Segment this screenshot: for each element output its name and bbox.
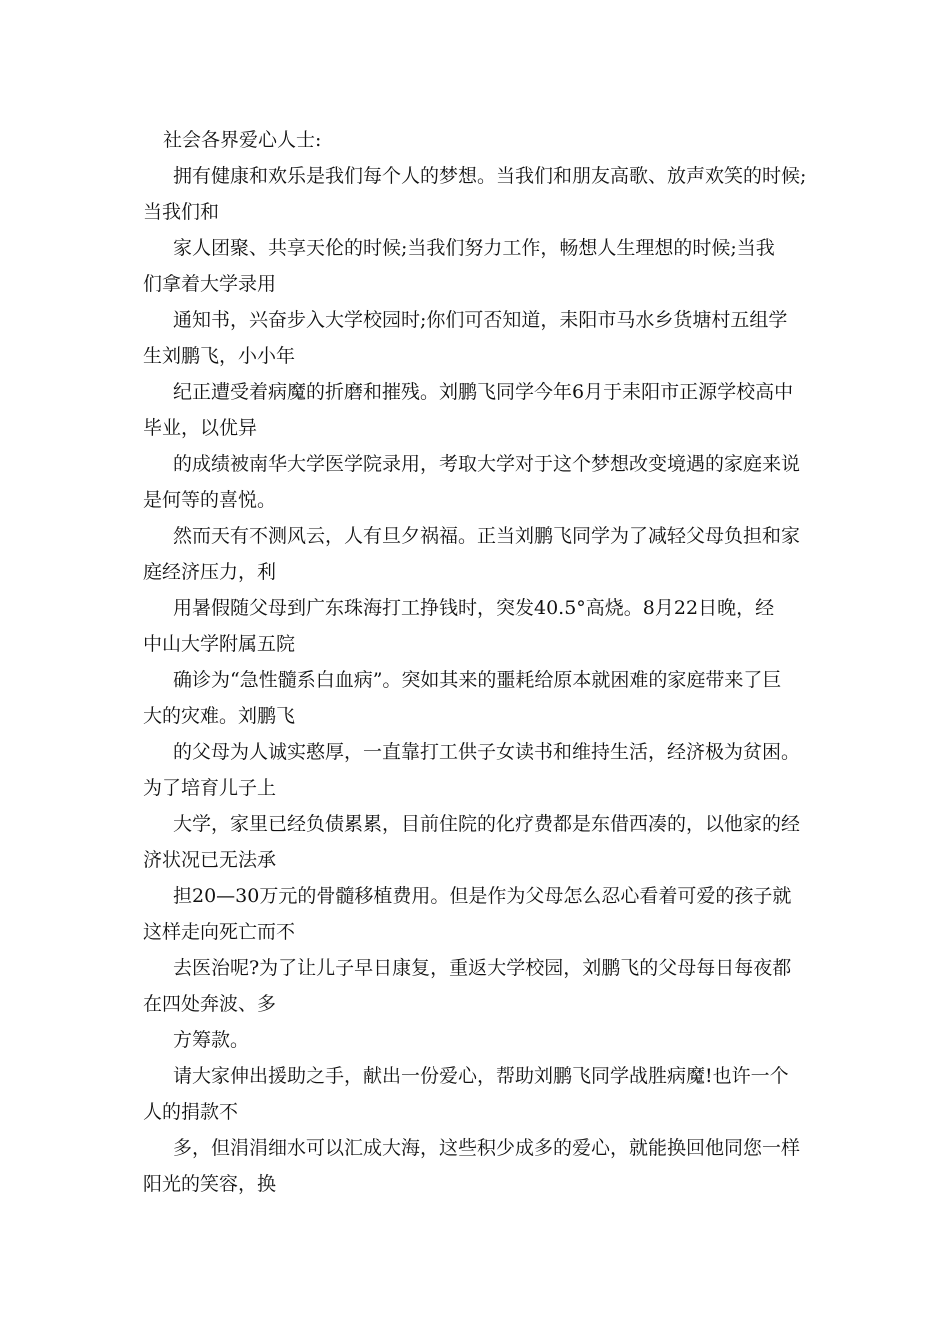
paragraph-line: 确诊为“急性髓系白血病”。突如其来的噩耗给原本就困难的家庭带来了巨: [173, 669, 782, 691]
paragraph-line: 是何等的喜悦。: [143, 489, 277, 511]
paragraph-line: 生刘鹏飞，小小年: [143, 345, 296, 367]
paragraph-line: 方筹款。: [173, 1029, 250, 1051]
paragraph-line: 通知书，兴奋步入大学校园时;你们可否知道，耒阳市马水乡货塘村五组学: [173, 309, 788, 331]
paragraph-line: 当我们和: [143, 201, 220, 223]
paragraph-line: 阳光的笑容，换: [143, 1173, 277, 1195]
paragraph-line: 去医治呢?为了让儿子早日康复，重返大学校园，刘鹏飞的父母每日每夜都: [173, 957, 792, 979]
paragraph-line: 的成绩被南华大学医学院录用，考取大学对于这个梦想改变境遇的家庭来说: [173, 453, 801, 475]
paragraph-line: 担20—30万元的骨髓移植费用。但是作为父母怎么忍心看着可爱的孩子就: [173, 885, 792, 907]
paragraph-line: 济状况已无法承: [143, 849, 277, 871]
greeting-line: 社会各界爱心人士:: [163, 129, 322, 151]
paragraph-line: 然而天有不测风云，人有旦夕祸福。正当刘鹏飞同学为了减轻父母负担和家: [173, 525, 801, 547]
paragraph-line: 大的灾难。刘鹏飞: [143, 705, 296, 727]
paragraph-line: 庭经济压力，利: [143, 561, 277, 583]
paragraph-line: 请大家伸出援助之手，献出一份爱心，帮助刘鹏飞同学战胜病魔!也许一个: [173, 1065, 789, 1087]
paragraph-line: 用暑假随父母到广东珠海打工挣钱时，突发40.5°高烧。8月22日晚，经: [173, 597, 775, 619]
paragraph-line: 多，但涓涓细水可以汇成大海，这些积少成多的爱心，就能换回他同您一样: [173, 1137, 801, 1159]
paragraph-line: 这样走向死亡而不: [143, 921, 296, 943]
paragraph-line: 在四处奔波、多: [143, 993, 277, 1015]
paragraph-line: 毕业，以优异: [143, 417, 258, 439]
paragraph-line: 家人团聚、共享天伦的时候;当我们努力工作，畅想人生理想的时候;当我: [173, 237, 775, 259]
paragraph-line: 大学，家里已经负债累累，目前住院的化疗费都是东借西凑的，以他家的经: [173, 813, 801, 835]
paragraph-line: 的父母为人诚实憨厚，一直靠打工供子女读书和维持生活，经济极为贫困。: [173, 741, 801, 763]
paragraph-line: 为了培育儿子上: [143, 777, 277, 799]
paragraph-line: 人的捐款不: [143, 1101, 239, 1123]
letter-body: [143, 122, 823, 1202]
paragraph-line: 拥有健康和欢乐是我们每个人的梦想。当我们和朋友高歌、放声欢笑的时候;: [173, 165, 807, 187]
paragraph-line: 中山大学附属五院: [143, 633, 296, 655]
paragraph-line: 们拿着大学录用: [143, 273, 277, 295]
paragraph-line: 纪正遭受着病魔的折磨和摧残。刘鹏飞同学今年6月于耒阳市正源学校高中: [173, 381, 794, 403]
